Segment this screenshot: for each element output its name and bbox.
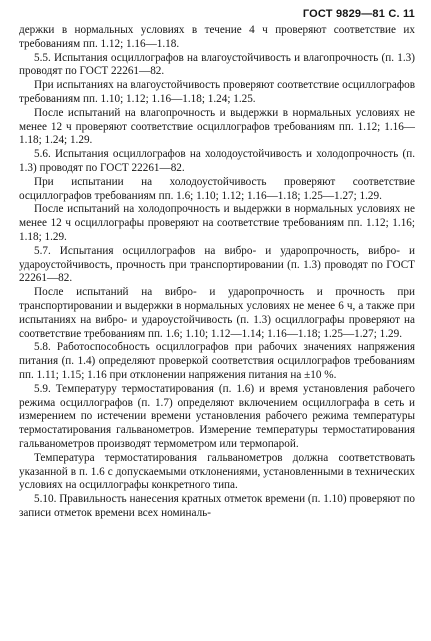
paragraph: При испытаниях на влагоустойчивость проверяют соответствие осциллографов требованиям пп. 1.10; 1.12; 1.16—1.18; 1.24; 1.25.: [19, 79, 415, 105]
page-header: ГОСТ 9829—81 С. 11: [302, 8, 415, 20]
paragraph: 5.9. Температуру термостатирования (п. 1.6) и время установления рабочего режима осциллографов (п. 1.7) определяют включением осциллографа в сеть и измерением по истечении времени установления рабочего режима температуры термостатирования гальванометров. Измерение температуры термостатирования гальванометров производят термометром или термопарой.: [19, 382, 415, 450]
paragraph: После испытаний на влагопрочность и выдержки в нормальных условиях не менее 12 ч проверяют соответствие осциллографов требованиям пп. 1.12; 1.16—1.18; 1.24; 1.29.: [19, 106, 415, 147]
paragraph: 5.7. Испытания осциллографов на вибро- и ударопрочность, вибро- и удароустойчивость, прочность при транспортировании (п. 1.3) проводят по ГОСТ 22261—82.: [19, 244, 415, 285]
paragraph: 5.5. Испытания осциллографов на влагоустойчивость и влагопрочность (п. 1.3) проводят по ГОСТ 22261—82.: [19, 51, 415, 78]
paragraph: При испытании на холодоустойчивость проверяют соответствие осциллографов требованиям пп. 1.6; 1.10; 1.12; 1.16—1.18; 1.25—1.27; 1.29.: [19, 175, 415, 202]
paragraph: Температура термостатирования гальванометров должна соответствовать указанной в п. 1.6 с допускаемыми отклонениями, установленными в технических условиях на осциллографы конкретного типа.: [19, 451, 415, 492]
paragraph: После испытаний на вибро- и ударопрочность и прочность при транспортировании и выдержки в нормальных условиях не менее 6 ч, а также при испытаниях на вибро- и удароустойчивость (п. 1.3) осциллографы проверяют на соответствие требованиям пп. 1.6; 1.10; 1.12—1.14; 1.16—1.18; 1.25—1.27; 1.29.: [19, 286, 415, 340]
paragraph: держки в нормальных условиях в течение 4 ч проверяют соответствие их требованиям пп. 1.12; 1.16—1.18.: [19, 24, 415, 50]
paragraph: После испытаний на холодопрочность и выдержки в нормальных условиях не менее 12 ч осциллографы проверяют на соответствие требованиям пп. 1.12; 1.16; 1.18; 1.29.: [19, 203, 415, 243]
paragraph: 5.6. Испытания осциллографов на холодоустойчивость и холодопрочность (п. 1.3) проводят по ГОСТ 22261—82.: [19, 148, 415, 174]
document-body: [19, 24, 415, 521]
paragraph: 5.10. Правильность нанесения кратных отметок времени (п. 1.10) проверяют по записи отметок времени всех номиналь-: [19, 493, 415, 519]
paragraph: 5.8. Работоспособность осциллографов при рабочих значениях напряжения питания (п. 1.4) определяют проверкой соответствия осциллографов требованиям пп. 1.11; 1.15; 1.16 при отклонении напряжения питания на ±10 %.: [19, 341, 415, 381]
